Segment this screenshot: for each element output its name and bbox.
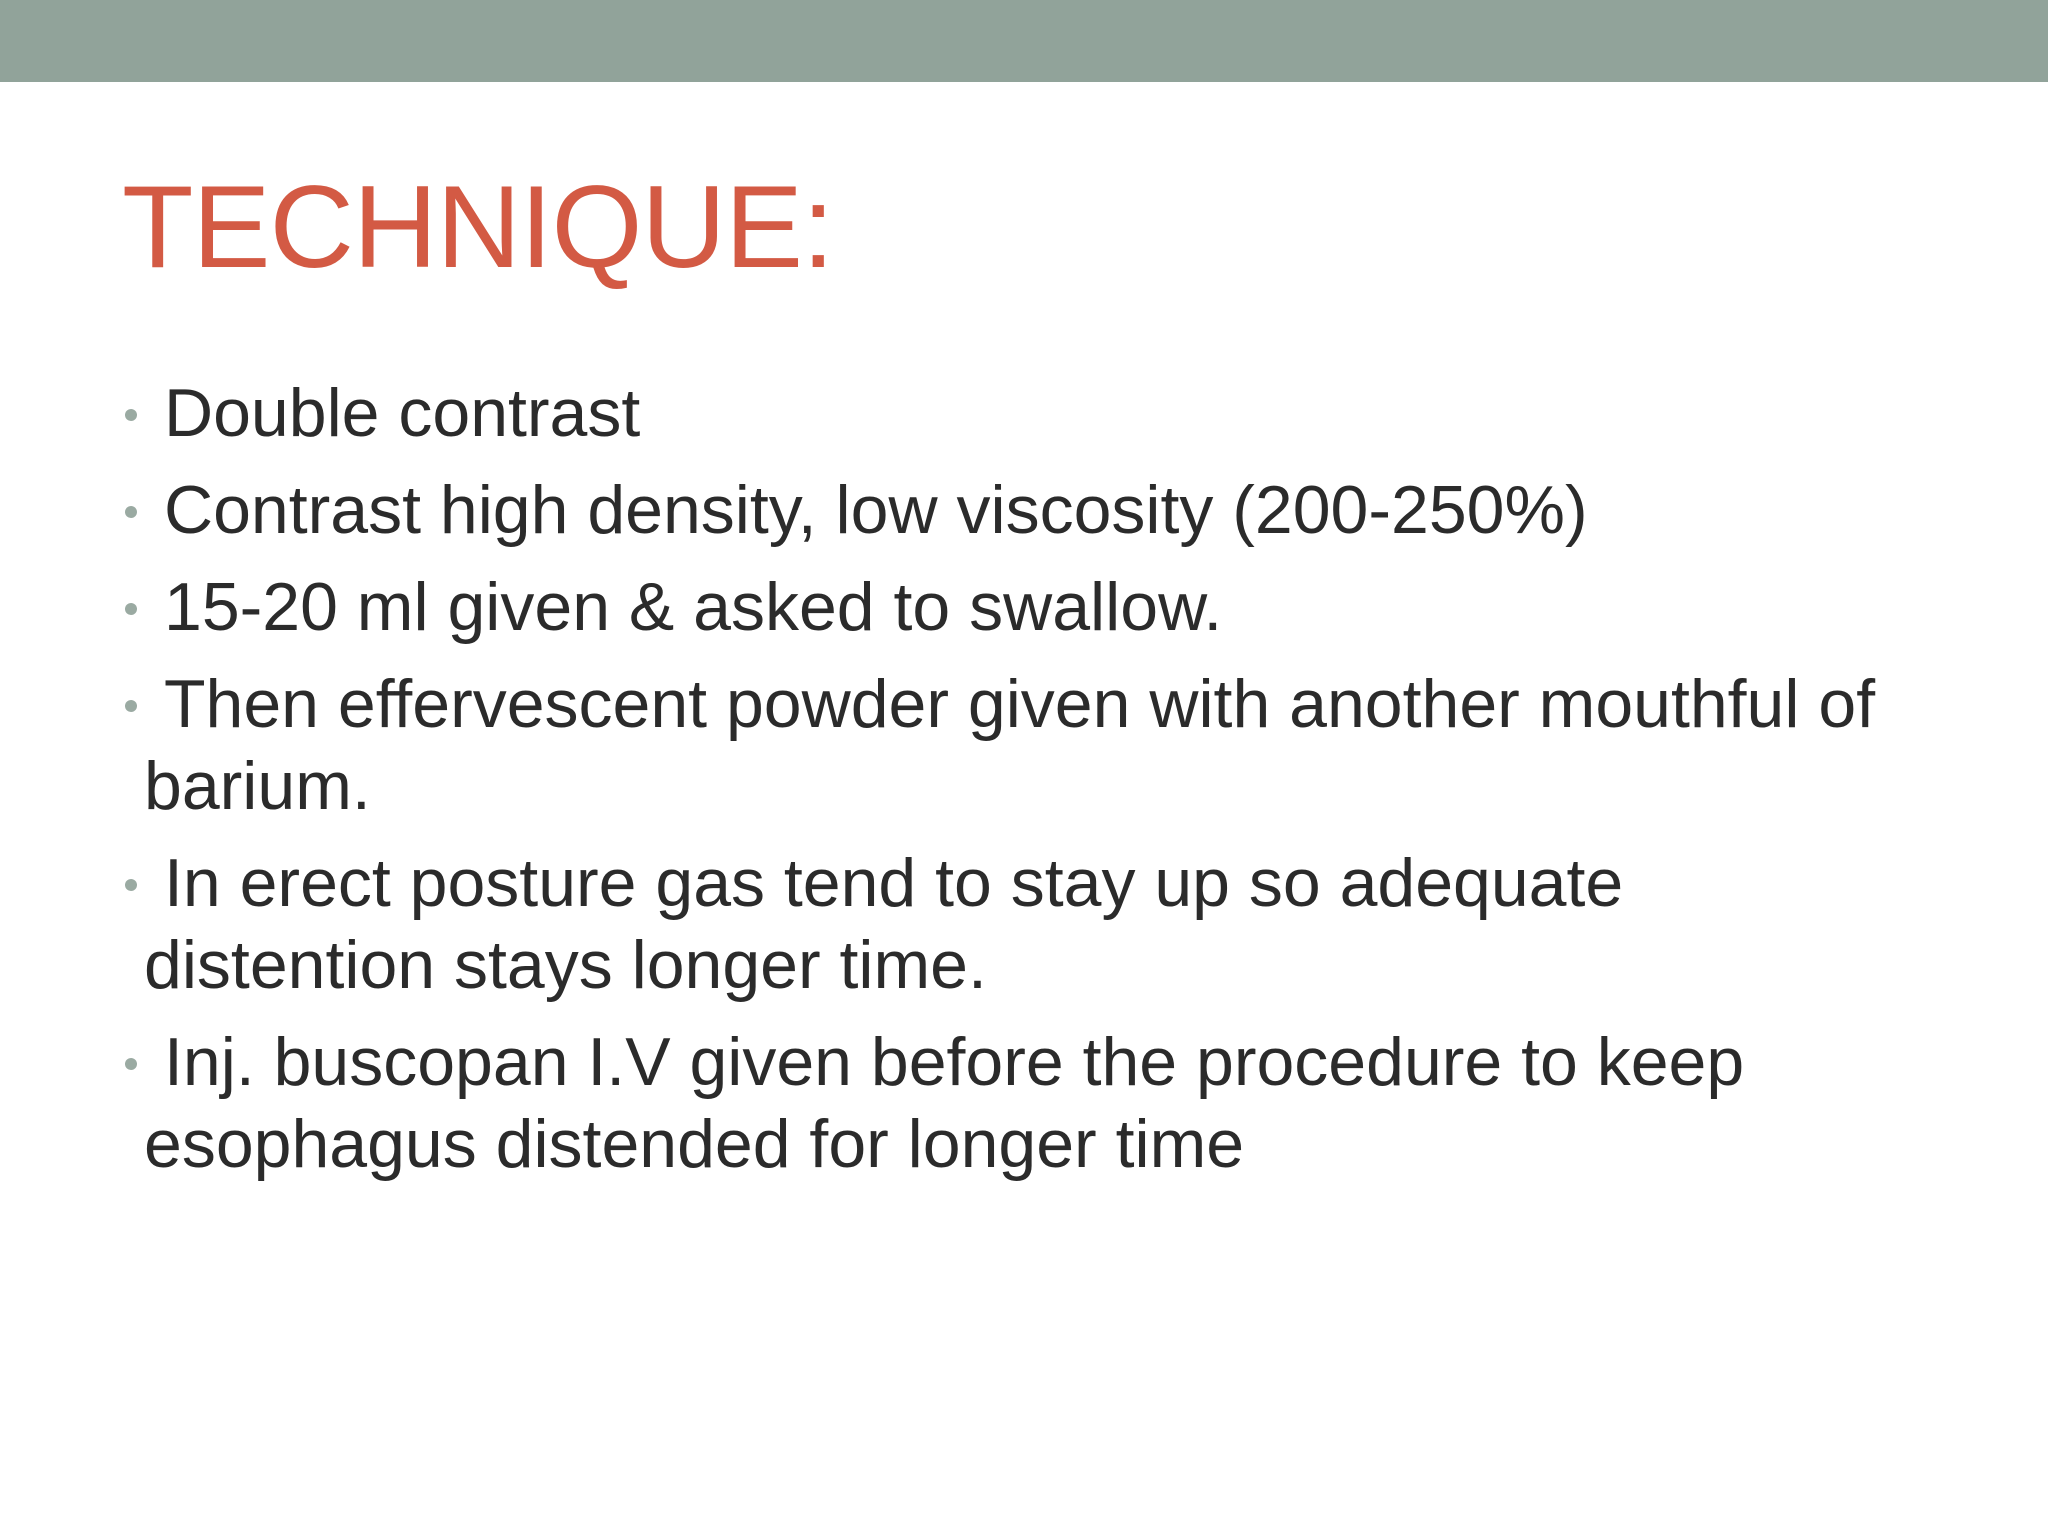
bullet-item	[0, 372, 2048, 454]
bullet-dot-icon	[125, 879, 137, 891]
bullet-first-line: 15-20 ml given & asked to swallow.	[164, 569, 1223, 645]
bullet-continuation-line: barium.	[144, 748, 371, 824]
bullet-first-line: In erect posture gas tend to stay up so adequate	[164, 845, 1624, 921]
bullet-first-line: Contrast high density, low viscosity (200-250%)	[164, 472, 1588, 548]
bullet-first-line: Then effervescent powder given with another mouthful of	[164, 666, 1876, 742]
bullet-text	[164, 566, 1988, 648]
top-accent-bar	[0, 0, 2048, 82]
bullet-item	[0, 566, 2048, 648]
bullet-dot-icon	[125, 409, 137, 421]
bullet-item	[0, 842, 2048, 1006]
bullet-item	[0, 469, 2048, 551]
bullet-text	[144, 842, 1988, 1006]
bullet-dot-icon	[125, 506, 137, 518]
bullet-dot-icon	[125, 700, 137, 712]
bullet-text	[144, 1021, 1988, 1185]
bullet-continuation-line: distention stays longer time.	[144, 927, 987, 1003]
bullet-first-line: Double contrast	[164, 375, 641, 451]
bullet-item	[0, 663, 2048, 827]
bullet-text	[164, 372, 1988, 454]
slide-title: TECHNIQUE:	[122, 161, 834, 292]
bullet-dot-icon	[125, 603, 137, 615]
bullet-first-line: Inj. buscopan I.V given before the procedure to keep	[164, 1024, 1745, 1100]
bullet-item	[0, 1021, 2048, 1185]
bullet-text	[164, 469, 1988, 551]
bullet-dot-icon	[125, 1058, 137, 1070]
bullet-continuation-line: esophagus distended for longer time	[144, 1106, 1245, 1182]
bullet-list	[0, 372, 2048, 1200]
bullet-text	[144, 663, 1988, 827]
